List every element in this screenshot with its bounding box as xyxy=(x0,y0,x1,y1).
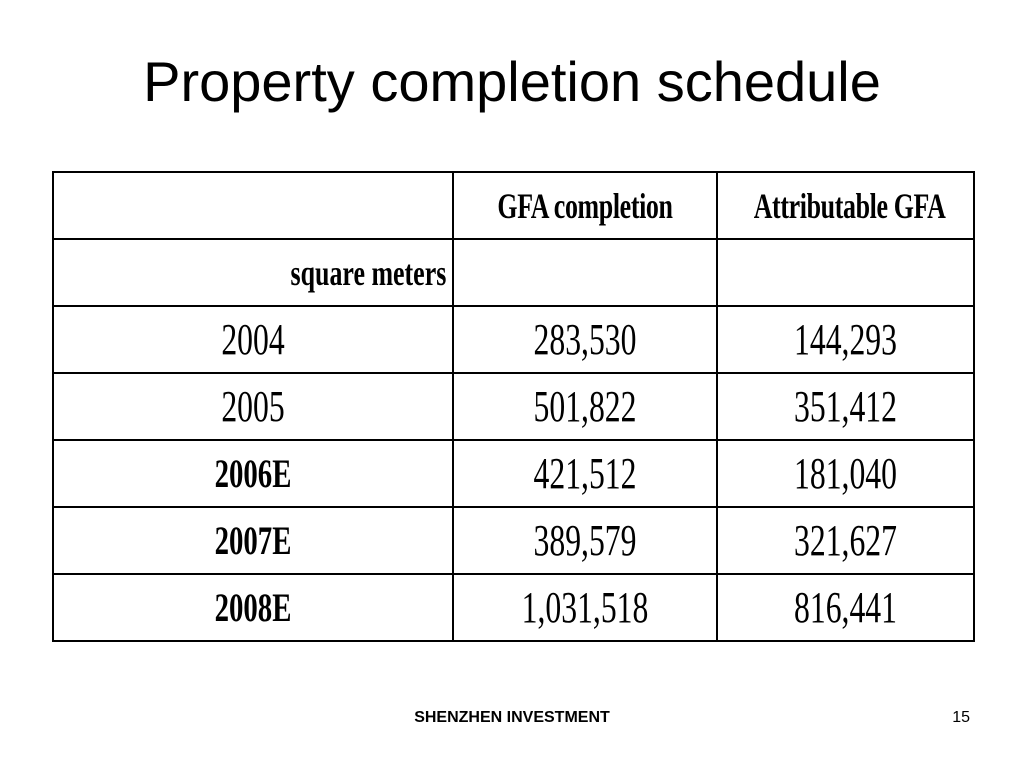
attributable-gfa-cell: 144,293 xyxy=(717,306,974,373)
gfa-completion-cell: 1,031,518 xyxy=(453,574,717,641)
year-cell: 2007E xyxy=(53,507,453,574)
slide-title: Property completion schedule xyxy=(143,50,881,113)
attributable-gfa-cell: 816,441 xyxy=(717,574,974,641)
gfa-completion-cell: 421,512 xyxy=(453,440,717,507)
attributable-gfa-cell: 351,412 xyxy=(717,373,974,440)
year-cell: 2005 xyxy=(53,373,453,440)
header-row xyxy=(53,172,974,239)
table-row xyxy=(53,507,974,574)
gfa-completion-cell: 283,530 xyxy=(453,306,717,373)
attributable-gfa-cell: 321,627 xyxy=(717,507,974,574)
unit-label-cell xyxy=(53,239,453,306)
table-row xyxy=(53,306,974,373)
header-cell-gfa-completion: GFA completion xyxy=(453,172,717,239)
unit-row xyxy=(53,239,974,306)
header-cell-blank xyxy=(53,172,453,239)
gfa-completion-cell: 389,579 xyxy=(453,507,717,574)
attributable-gfa-cell: 181,040 xyxy=(717,440,974,507)
year-cell: 2004 xyxy=(53,306,453,373)
year-cell: 2006E xyxy=(53,440,453,507)
completion-schedule-table xyxy=(52,171,975,642)
unit-label: square meters xyxy=(290,252,446,293)
unit-empty-cell xyxy=(717,239,974,306)
table-row xyxy=(53,440,974,507)
table-row xyxy=(53,373,974,440)
page-number: 15 xyxy=(952,709,970,726)
table-row xyxy=(53,574,974,641)
header-cell-attributable-gfa: Attributable GFA xyxy=(717,172,974,239)
footer-company-name: SHENZHEN INVESTMENT xyxy=(414,709,610,726)
unit-empty-cell xyxy=(453,239,717,306)
year-cell: 2008E xyxy=(53,574,453,641)
gfa-completion-cell: 501,822 xyxy=(453,373,717,440)
